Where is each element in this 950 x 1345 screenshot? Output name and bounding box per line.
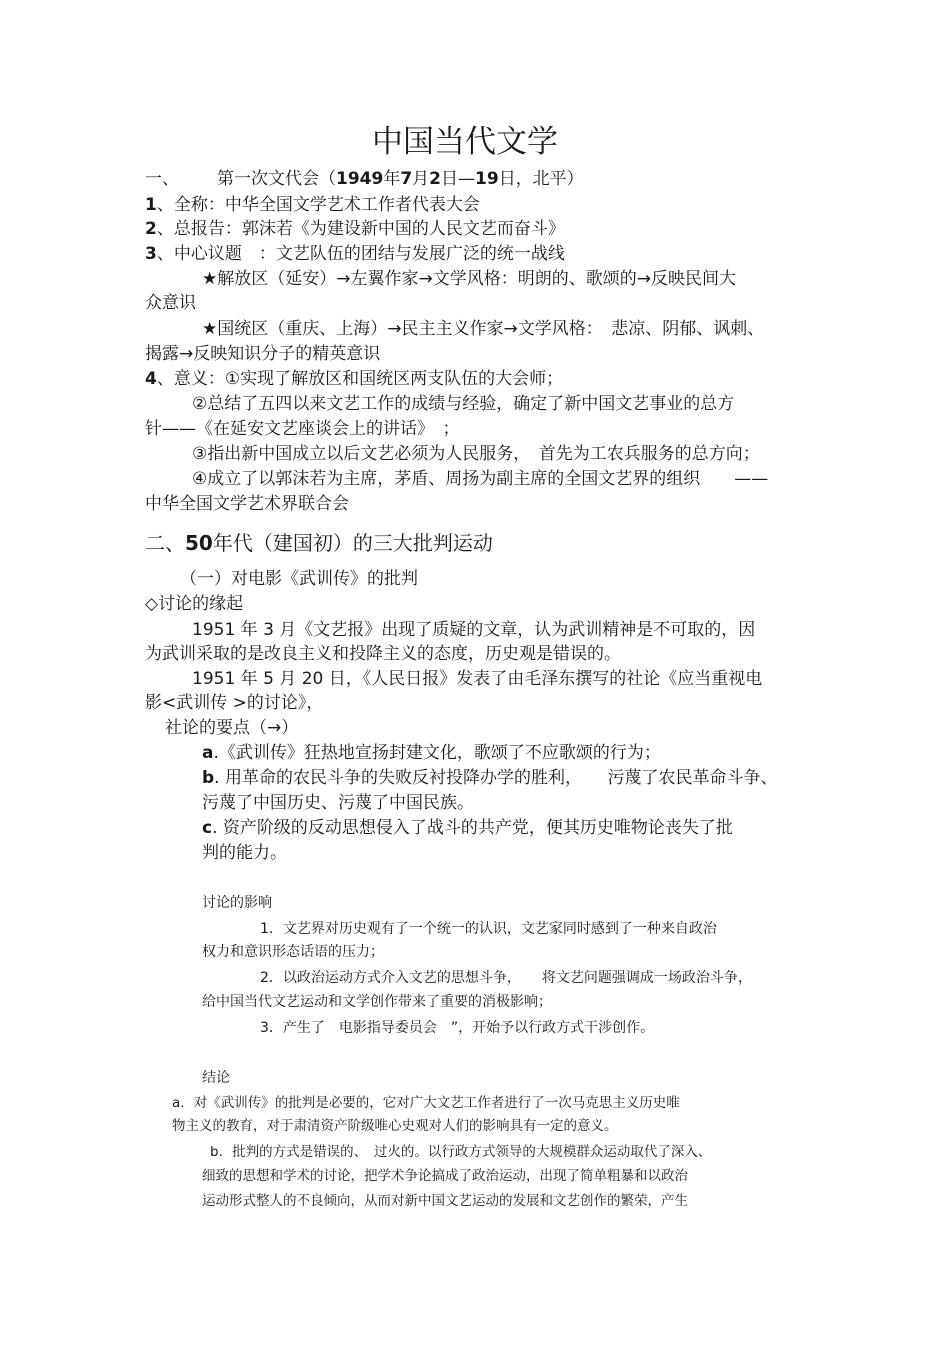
impact-heading: 讨论的影响 bbox=[202, 895, 272, 911]
heading-text: 年代（建国初）的三大批判运动 bbox=[212, 531, 493, 555]
point-c bbox=[202, 820, 733, 837]
impact-line: 2．以政治运动方式介入文艺的思想斗争， 将文艺问题强调成一场政治斗争， bbox=[260, 970, 752, 986]
point-text: .《武训传》狂热地宣扬封建文化，歌颂了不应歌颂的行为； bbox=[213, 743, 661, 763]
origin-heading: ◇讨论的缘起 bbox=[145, 594, 244, 614]
point-text: . 资产阶级的反动思想侵入了战斗的共产党，便其历史唯物论丧失了批 bbox=[212, 818, 733, 838]
conclusion-line: 运动形式整人的不良倾向，从而对新中国文艺运动的发展和文艺创作的繁荣，产生 bbox=[202, 1193, 688, 1209]
impact-line: 3．产生了 电影指导委员会 ”，开始予以行政方式干涉创作。 bbox=[260, 1020, 655, 1036]
star-line: 揭露→反映知识分子的精英意识 bbox=[145, 344, 381, 364]
item-2 bbox=[145, 221, 565, 238]
item-number: 4 bbox=[145, 369, 157, 389]
point-b-cont: 污蔑了中国历史、污蔑了中国民族。 bbox=[202, 793, 474, 813]
star-line: ★解放区（延安）→左翼作家→文学风格：明朗的、歌颂的→反映民间大 bbox=[202, 269, 736, 289]
heading-day: 19 bbox=[475, 169, 499, 189]
point-c-cont: 判的能力。 bbox=[202, 843, 287, 863]
paragraph-line: 影<武训传 >的讨论》， bbox=[145, 693, 324, 713]
points-heading: 社论的要点（→） bbox=[165, 718, 299, 738]
item-3 bbox=[145, 246, 565, 263]
item-1 bbox=[145, 197, 480, 214]
star-line: 众意识 bbox=[145, 293, 196, 313]
conclusion-line: 细致的思想和学术的讨论，把学术争论搞成了政治运动，出现了简单粗暴和以政治 bbox=[202, 1168, 688, 1184]
heading-text: 第一次文代会（ bbox=[217, 169, 336, 189]
meaning-line: ②总结了五四以来文艺工作的成绩与经验，确定了新中国文艺事业的总方 bbox=[192, 394, 735, 414]
item-number: 3 bbox=[145, 244, 157, 264]
point-letter: b bbox=[202, 768, 215, 788]
meaning-line: ③指出新中国成立以后文艺必须为人民服务， 首先为工农兵服务的总方向； bbox=[192, 444, 760, 464]
section-2-heading bbox=[145, 533, 493, 553]
conclusion-heading: 结论 bbox=[202, 1070, 230, 1086]
impact-line: 1．文艺界对历史观有了一个统一的认识，文艺家同时感到了一种来自政治 bbox=[260, 921, 717, 937]
subsection-heading: （一）对电影《武训传》的批判 bbox=[180, 569, 418, 589]
point-text: . 用革命的农民斗争的失败反衬投降办学的胜利， 污蔑了农民革命斗争、 bbox=[214, 768, 778, 788]
heading-month: 7 bbox=[400, 169, 413, 189]
star-line: ★国统区（重庆、上海）→民主主义作家→文学风格： 悲凉、阴郁、讽刺、 bbox=[202, 319, 765, 339]
heading-text: 日— bbox=[441, 169, 476, 189]
heading-number: 二、 bbox=[145, 531, 185, 555]
paragraph-line: 为武训采取的是改良主义和投降主义的态度，历史观是错误的。 bbox=[145, 644, 621, 664]
meaning-line: 针——《在延安文艺座谈会上的讲话》 ； bbox=[145, 419, 460, 439]
heading-number: 一、 bbox=[145, 169, 179, 189]
paragraph-line: 1951 年 3 月《文艺报》出现了质疑的文章，认为武训精神是不可取的，因 bbox=[192, 620, 756, 640]
paragraph-line: 1951 年 5 月 20 日，《人民日报》发表了由毛泽东撰写的社论《应当重视电 bbox=[192, 669, 763, 689]
item-text: 、意义：①实现了解放区和国统区两支队伍的大会师； bbox=[156, 369, 564, 389]
conclusion-line: 物主义的教育，对于肃清资产阶级唯心史观对人们的影响具有一定的意义。 bbox=[172, 1118, 618, 1134]
item-4 bbox=[145, 371, 563, 388]
item-number: 2 bbox=[145, 219, 157, 239]
section-1-heading bbox=[145, 171, 584, 188]
heading-day: 2 bbox=[429, 169, 442, 189]
conclusion-line: a．对《武训传》的批判是必要的，它对广大文艺工作者进行了一次马克思主义历史唯 bbox=[172, 1095, 680, 1111]
heading-year: 1949 bbox=[336, 169, 384, 189]
impact-line: 给中国当代文艺运动和文学创作带来了重要的消极影响； bbox=[202, 994, 552, 1010]
item-text: 、总报告：郭沫若《为建设新中国的人民文艺而奋斗》 bbox=[156, 219, 565, 239]
heading-text: 年 bbox=[383, 169, 401, 189]
impact-line: 权力和意识形态话语的压力； bbox=[202, 944, 384, 960]
point-a bbox=[202, 745, 661, 762]
point-letter: a bbox=[202, 743, 214, 763]
point-letter: c bbox=[202, 818, 213, 838]
conclusion-line: b．批判的方式是错误的、 过火的。以行政方式领导的大规模群众运动取代了深入、 bbox=[210, 1144, 712, 1160]
item-text: 、中心议题 ：文艺队伍的团结与发展广泛的统一战线 bbox=[156, 244, 565, 264]
heading-text: 日，北平） bbox=[498, 169, 584, 189]
item-text: 、全称：中华全国文学艺术工作者代表大会 bbox=[156, 195, 480, 215]
point-b bbox=[202, 770, 777, 787]
page-title: 中国当代文学 bbox=[372, 124, 558, 160]
meaning-line: ④成立了以郭沫若为主席，茅盾、周扬为副主席的全国文艺界的组织 —— bbox=[192, 469, 769, 489]
heading-decade: 50 bbox=[185, 531, 213, 555]
item-number: 1 bbox=[145, 195, 157, 215]
meaning-line: 中华全国文学艺术界联合会 bbox=[145, 494, 349, 514]
heading-text: 月 bbox=[412, 169, 430, 189]
